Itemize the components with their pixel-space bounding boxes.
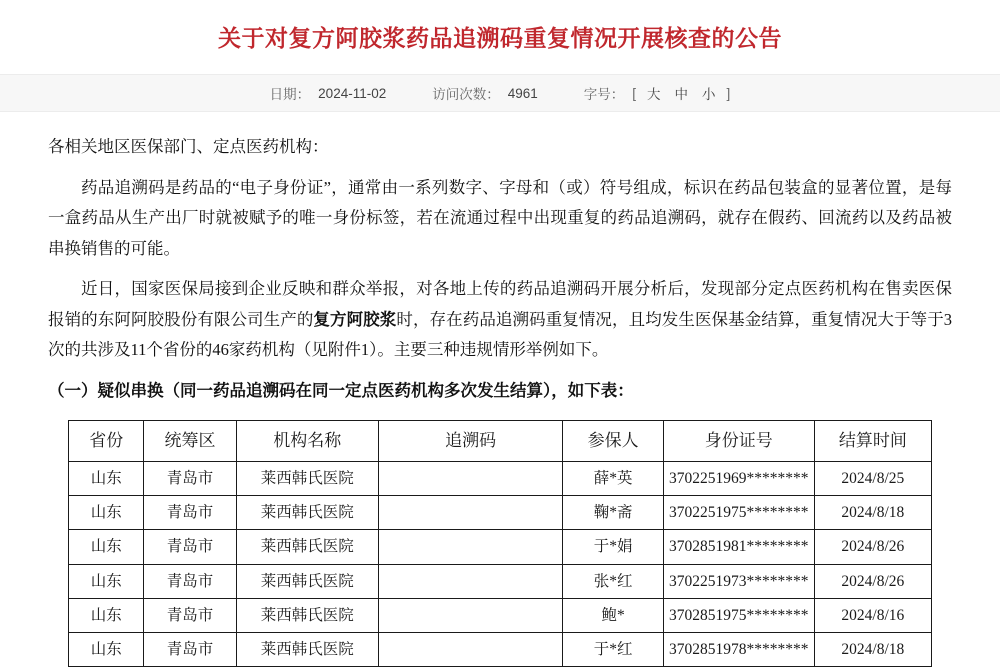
table-cell-settle-date: 2024/8/26 bbox=[814, 564, 931, 598]
table-cell-settle-date: 2024/8/26 bbox=[814, 530, 931, 564]
table-header-cell: 机构名称 bbox=[236, 421, 378, 462]
view-count-label: 访问次数： bbox=[432, 87, 500, 103]
page-title: 关于对复方阿胶浆药品追溯码重复情况开展核查的公告 bbox=[218, 25, 782, 51]
table-header-cell: 身份证号 bbox=[663, 421, 814, 462]
table-cell-trace-code bbox=[378, 461, 562, 495]
table-cell-institution: 莱西韩氏医院 bbox=[236, 461, 378, 495]
table-cell-region: 青岛市 bbox=[144, 633, 236, 667]
table-cell-institution: 莱西韩氏医院 bbox=[236, 564, 378, 598]
table-cell-id-number: 3702851981******** bbox=[663, 530, 814, 564]
table-cell-province: 山东 bbox=[69, 633, 144, 667]
table-cell-province: 山东 bbox=[69, 461, 144, 495]
table-cell-id-number: 3702851975******** bbox=[663, 598, 814, 632]
salutation: 各相关地区医保部门、定点医药机构： bbox=[48, 137, 329, 157]
table-header-cell: 省份 bbox=[69, 421, 144, 462]
table-cell-insured: 于*红 bbox=[563, 633, 664, 667]
table-row bbox=[69, 564, 932, 598]
table-cell-institution: 莱西韩氏医院 bbox=[236, 496, 378, 530]
section-heading: （一）疑似串换（同一药品追溯码在同一定点医药机构多次发生结算），如下表： bbox=[48, 380, 634, 400]
table-cell-region: 青岛市 bbox=[144, 461, 236, 495]
view-count bbox=[432, 83, 538, 103]
paragraph-2-part2: 时，存在药品追溯码重复情况，且均发生医保基金结算，重复情况大于等于3次的共涉及11个省份的46家药机构（见附件1）。主要三种违规情形举例如下。 bbox=[48, 309, 953, 360]
table-cell-trace-code bbox=[378, 598, 562, 632]
article-body bbox=[0, 112, 1000, 406]
publish-date-label: 日期： bbox=[269, 87, 311, 103]
table-cell-insured: 鞠*斋 bbox=[563, 496, 664, 530]
table-row bbox=[69, 633, 932, 667]
font-size-switcher[interactable] bbox=[584, 83, 731, 103]
table-cell-id-number: 3702251969******** bbox=[663, 461, 814, 495]
bracket-right: ] bbox=[726, 85, 731, 101]
table-cell-trace-code bbox=[378, 496, 562, 530]
table-header-cell: 结算时间 bbox=[814, 421, 931, 462]
table-cell-settle-date: 2024/8/16 bbox=[814, 598, 931, 632]
table-cell-trace-code bbox=[378, 633, 562, 667]
table-cell-settle-date: 2024/8/18 bbox=[814, 496, 931, 530]
table-header-row bbox=[69, 421, 932, 462]
table-cell-id-number: 3702251975******** bbox=[663, 496, 814, 530]
table-cell-settle-date: 2024/8/25 bbox=[814, 461, 931, 495]
table-cell-region: 青岛市 bbox=[144, 530, 236, 564]
violation-table-container bbox=[0, 416, 1000, 667]
publish-date-value: 2024-11-02 bbox=[318, 85, 387, 101]
table-cell-region: 青岛市 bbox=[144, 598, 236, 632]
bracket-left: [ bbox=[632, 85, 637, 101]
article-metabar bbox=[0, 74, 1000, 112]
table-cell-region: 青岛市 bbox=[144, 496, 236, 530]
font-size-medium[interactable]: 中 bbox=[674, 87, 689, 103]
table-cell-institution: 莱西韩氏医院 bbox=[236, 530, 378, 564]
table-header-cell: 参保人 bbox=[563, 421, 664, 462]
violation-table bbox=[68, 420, 932, 667]
table-cell-trace-code bbox=[378, 530, 562, 564]
table-header-cell: 追溯码 bbox=[378, 421, 562, 462]
paragraph-2 bbox=[48, 274, 952, 366]
table-cell-province: 山东 bbox=[69, 530, 144, 564]
table-cell-insured: 张*红 bbox=[563, 564, 664, 598]
table-row bbox=[69, 461, 932, 495]
table-row bbox=[69, 496, 932, 530]
table-cell-institution: 莱西韩氏医院 bbox=[236, 633, 378, 667]
font-size-label: 字号： bbox=[583, 87, 625, 103]
paragraph-2-part1: 近日，国家医保局接到企业反映和群众举报，对各地上传的药品追溯码开展分析后，发现部分定点医药机构在售卖医保报销的东阿阿胶股份有限公司生产的 bbox=[48, 279, 952, 329]
table-row bbox=[69, 598, 932, 632]
table-row bbox=[69, 530, 932, 564]
font-size-large[interactable]: 大 bbox=[647, 87, 661, 103]
table-cell-id-number: 3702851978******** bbox=[663, 633, 814, 667]
font-size-small[interactable]: 小 bbox=[702, 87, 716, 103]
table-cell-id-number: 3702251973******** bbox=[663, 564, 814, 598]
table-cell-province: 山东 bbox=[69, 564, 144, 598]
table-header-cell: 统筹区 bbox=[144, 421, 236, 462]
table-cell-province: 山东 bbox=[69, 496, 144, 530]
paragraph-2-highlight: 复方阿胶浆 bbox=[313, 309, 397, 329]
table-cell-region: 青岛市 bbox=[144, 564, 236, 598]
view-count-value: 4961 bbox=[507, 85, 538, 101]
table-cell-institution: 莱西韩氏医院 bbox=[236, 598, 378, 632]
paragraph-1: 药品追溯码是药品的“电子身份证”，通常由一系列数字、字母和（或）符号组成，标识在药品包装盒的显著位置，是每一盒药品从生产出厂时就被赋予的唯一身份标签，若在流通过程中出现重复的药品追溯码，就存在假药、回流药以及药品被串换销售的可能。 bbox=[48, 177, 952, 258]
table-cell-trace-code bbox=[378, 564, 562, 598]
table-cell-province: 山东 bbox=[69, 598, 144, 632]
table-cell-insured: 薛*英 bbox=[563, 461, 664, 495]
table-cell-settle-date: 2024/8/18 bbox=[814, 633, 931, 667]
table-cell-insured: 鲍* bbox=[563, 598, 664, 632]
table-cell-insured: 于*娟 bbox=[563, 530, 664, 564]
publish-date bbox=[270, 83, 387, 103]
